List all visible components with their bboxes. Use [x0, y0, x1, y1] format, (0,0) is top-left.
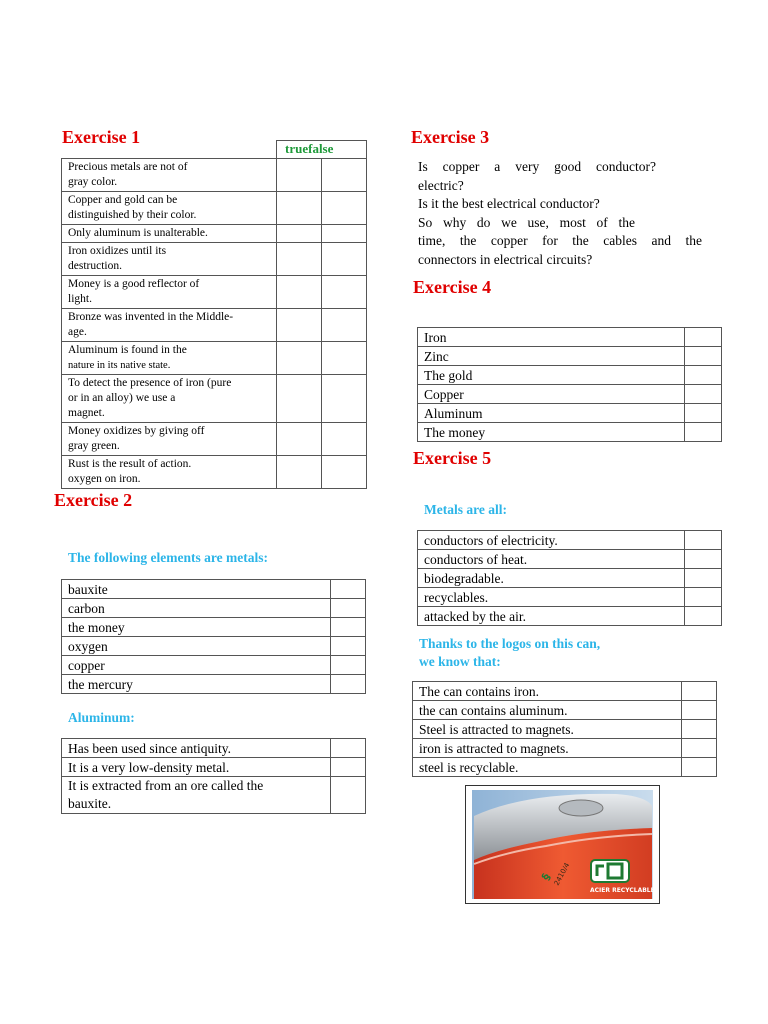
answer-box[interactable]: [331, 758, 366, 777]
answer-box[interactable]: [682, 701, 717, 720]
exercise2-title: Exercise 2: [54, 490, 133, 510]
table-row: [413, 682, 717, 701]
table-row: [413, 739, 717, 758]
answer-box[interactable]: [685, 366, 722, 385]
false-checkbox[interactable]: [322, 243, 367, 276]
answer-box[interactable]: [331, 675, 366, 694]
statement-text: Money oxidizes by giving off: [68, 425, 205, 437]
item-label: bauxite.: [68, 796, 112, 811]
table-row: [418, 404, 722, 423]
svg-text:§: §: [539, 871, 554, 883]
table-row: [413, 758, 717, 777]
item-label: conductors of heat.: [418, 550, 685, 569]
answer-box[interactable]: [685, 607, 722, 626]
answer-box[interactable]: [685, 347, 722, 366]
true-header: true: [285, 141, 309, 156]
table-row: [62, 777, 366, 814]
table-row: [62, 456, 367, 489]
item-label: recyclables.: [418, 588, 685, 607]
true-checkbox[interactable]: [277, 456, 322, 489]
table-row: [418, 569, 722, 588]
item-label: the mercury: [62, 675, 331, 694]
table-row: [62, 225, 367, 243]
exercise5-title: Exercise 5: [413, 448, 492, 468]
answer-box[interactable]: [682, 682, 717, 701]
metals-heading: The following elements are metals:: [68, 550, 268, 565]
answer-box[interactable]: [685, 328, 722, 347]
item-label: bauxite: [62, 580, 331, 599]
table-row: [413, 701, 717, 720]
can-image: [466, 786, 659, 903]
item-label: the money: [62, 618, 331, 637]
answer-box[interactable]: [331, 580, 366, 599]
table-row: [62, 580, 366, 599]
item-label: conductors of electricity.: [418, 531, 685, 550]
item-label: iron is attracted to magnets.: [413, 739, 682, 758]
exercise3-title: Exercise 3: [411, 127, 490, 147]
metals-all-table: [417, 530, 722, 626]
table-row: [62, 342, 367, 375]
table-row: [62, 159, 367, 192]
item-label: The money: [418, 423, 685, 442]
statement-text: To detect the presence of iron (pure: [68, 377, 232, 389]
item-label: The gold: [418, 366, 685, 385]
table-row: [62, 618, 366, 637]
item-label: Iron: [418, 328, 685, 347]
answer-box[interactable]: [682, 739, 717, 758]
item-label: biodegradable.: [418, 569, 685, 588]
answer-box[interactable]: [331, 599, 366, 618]
answer-box[interactable]: [685, 569, 722, 588]
metals-all-heading: Metals are all:: [424, 502, 507, 517]
statement-text: Aluminum is found in the: [68, 344, 187, 356]
statement-text: Precious metals are not of: [68, 161, 188, 173]
logos-heading-line: Thanks to the logos on this can,: [419, 636, 601, 651]
false-checkbox[interactable]: [322, 276, 367, 309]
aluminum-heading: Aluminum:: [68, 710, 135, 725]
statement-text: Bronze was invented in the Middle-: [68, 311, 234, 323]
item-label: carbon: [62, 599, 331, 618]
true-checkbox[interactable]: [277, 159, 322, 192]
false-checkbox[interactable]: [322, 159, 367, 192]
table-row: [62, 276, 367, 309]
statement-text: light.: [68, 293, 92, 305]
table-row: [418, 550, 722, 569]
true-checkbox[interactable]: [277, 192, 322, 225]
answer-box[interactable]: [685, 385, 722, 404]
table-row: [62, 243, 367, 276]
can-label: ACIER RECYCLABLE: [590, 887, 655, 894]
table-row: [62, 192, 367, 225]
exercise3-question: [418, 158, 702, 270]
table-row: [62, 758, 366, 777]
true-checkbox[interactable]: [277, 375, 322, 423]
table-row: [418, 366, 722, 385]
table-row: [62, 375, 367, 423]
statement-text: distinguished by their color.: [68, 209, 197, 221]
item-label: attacked by the air.: [418, 607, 685, 626]
table-row: [418, 347, 722, 366]
exercise4-title: Exercise 4: [413, 277, 492, 297]
false-checkbox[interactable]: [322, 342, 367, 375]
question-line: time, the copper for the cables and the: [418, 233, 702, 249]
metals-table: [61, 579, 366, 694]
item-label: the can contains aluminum.: [413, 701, 682, 720]
true-checkbox[interactable]: [277, 342, 322, 375]
can-photo: [465, 785, 660, 904]
false-header: false: [308, 141, 334, 156]
answer-box[interactable]: [685, 531, 722, 550]
statement-text: magnet.: [68, 407, 105, 419]
item-label: Zinc: [418, 347, 685, 366]
statement-text: Money is a good reflector of: [68, 278, 200, 290]
answer-box[interactable]: [685, 404, 722, 423]
statement-text: oxygen on iron.: [68, 473, 141, 485]
table-row: [62, 423, 367, 456]
answer-box[interactable]: [331, 656, 366, 675]
answer-box[interactable]: [331, 618, 366, 637]
statement-text: or in an alloy) we use a: [68, 392, 176, 404]
logos-heading: [419, 635, 600, 671]
statement-text: gray color.: [68, 176, 118, 188]
answer-box[interactable]: [682, 758, 717, 777]
false-checkbox[interactable]: [322, 192, 367, 225]
true-checkbox[interactable]: [277, 243, 322, 276]
statement-text: Rust is the result of action.: [68, 458, 192, 470]
table-row: [418, 531, 722, 550]
table-row: [418, 423, 722, 442]
question-line: electric?: [418, 177, 464, 193]
item-label: copper: [62, 656, 331, 675]
table-row: [418, 588, 722, 607]
statement-text: age.: [68, 326, 87, 338]
table-row: [418, 328, 722, 347]
table-row: [62, 675, 366, 694]
table-row: [62, 637, 366, 656]
statement-text: Copper and gold can be: [68, 194, 178, 206]
false-checkbox[interactable]: [322, 456, 367, 489]
statement-text: Only aluminum is unalterable.: [68, 227, 208, 239]
item-label: The can contains iron.: [413, 682, 682, 701]
item-label: Has been used since antiquity.: [68, 740, 231, 756]
answer-box[interactable]: [331, 777, 366, 814]
item-label: It is a very low-density metal.: [68, 759, 230, 775]
answer-box[interactable]: [685, 588, 722, 607]
false-checkbox[interactable]: [322, 309, 367, 342]
statement-text: Iron oxidizes until its: [68, 245, 167, 257]
answer-box[interactable]: [685, 423, 722, 442]
answer-box[interactable]: [685, 550, 722, 569]
exercise1-title: Exercise 1: [62, 127, 141, 147]
question-line: So why do we use, most of the: [418, 214, 635, 230]
question-line: Is it the best electrical conductor?: [418, 196, 600, 212]
false-checkbox[interactable]: [322, 423, 367, 456]
question-line: connectors in electrical circuits?: [418, 251, 593, 267]
logos-table: [412, 681, 717, 777]
false-checkbox[interactable]: [322, 375, 367, 423]
item-label: Steel is attracted to magnets.: [413, 720, 682, 739]
question-line: Is copper a very good conductor?: [418, 159, 656, 174]
table-row: [62, 309, 367, 342]
svg-text:2410/4: 2410/4: [552, 861, 572, 887]
answer-box[interactable]: [682, 720, 717, 739]
table-row: [62, 599, 366, 618]
true-checkbox[interactable]: [277, 309, 322, 342]
true-checkbox[interactable]: [277, 276, 322, 309]
statement-text: gray green.: [68, 440, 120, 452]
true-checkbox[interactable]: [277, 423, 322, 456]
item-label: steel is recyclable.: [413, 758, 682, 777]
item-label: Aluminum: [418, 404, 685, 423]
true-checkbox[interactable]: [277, 225, 322, 243]
item-label: It is extracted from an ore called the: [68, 778, 264, 793]
answer-box[interactable]: [331, 739, 366, 758]
false-checkbox[interactable]: [322, 225, 367, 243]
exercise1-table: [61, 140, 367, 489]
item-label: Copper: [418, 385, 685, 404]
table-row: [62, 656, 366, 675]
exercise4-table: [417, 327, 722, 442]
statement-text: destruction.: [68, 260, 122, 272]
item-label: oxygen: [62, 637, 331, 656]
table-row: [413, 720, 717, 739]
logos-heading-line: we know that:: [419, 654, 501, 669]
table-row: [418, 607, 722, 626]
table-row: [418, 385, 722, 404]
table-row: [62, 739, 366, 758]
aluminum-table: [61, 738, 366, 814]
statement-text: nature in its native state.: [68, 360, 171, 371]
answer-box[interactable]: [331, 637, 366, 656]
